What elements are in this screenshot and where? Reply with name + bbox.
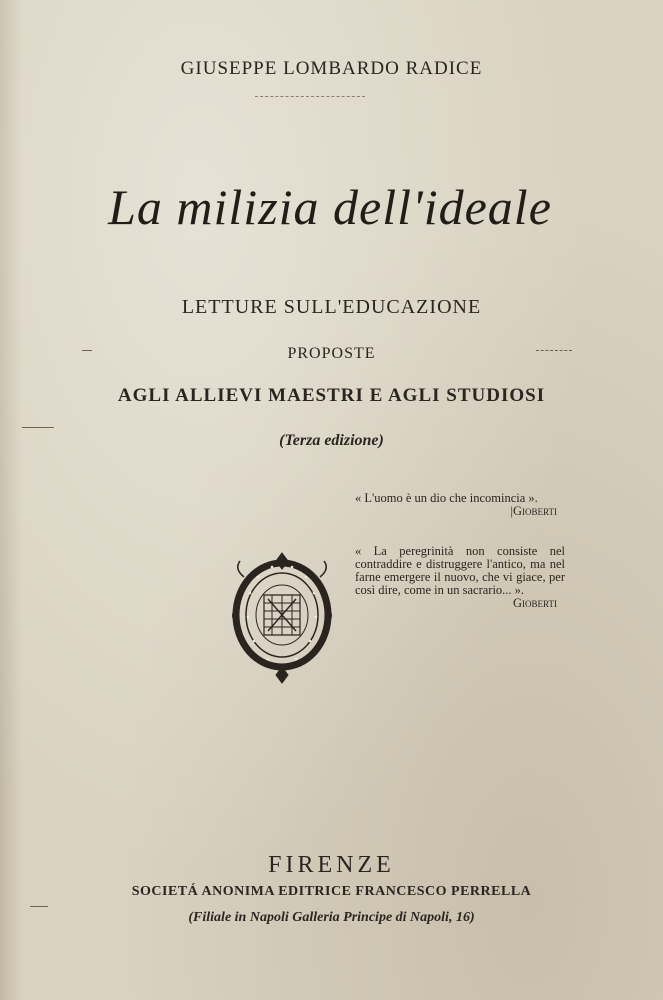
margin-mark (536, 350, 572, 351)
epigraph-quote-2-text: « La peregrinità non consiste nel contraddire e distruggere l'antico, ma nel farne emergere il nuovo, che vi giace, per così dire, come in un sacrario... ». (355, 544, 565, 597)
margin-mark (82, 350, 92, 351)
book-title: La milizia dell'ideale (108, 179, 552, 235)
epigraph-quote-1-author: |Gioberti (510, 504, 557, 518)
margin-mark (30, 906, 48, 907)
epigraph-quote-1 (355, 492, 565, 518)
epigraph-quote-2-author: Gioberti (513, 596, 557, 610)
audience-line: AGLI ALLIEVI MAESTRI E AGLI STUDIOSI (117, 385, 546, 406)
author-name: GIUSEPPE LOMBARDO RADICE (180, 58, 483, 79)
publisher-seal-icon (224, 547, 340, 687)
book-subtitle: LETTURE SULL'EDUCAZIONE (181, 296, 482, 318)
imprint-branch: (Filiale in Napoli Galleria Principe di Napoli, 16) (188, 910, 475, 925)
margin-mark (22, 427, 54, 428)
imprint-city: FIRENZE (268, 852, 395, 878)
proposte-label: PROPOSTE (287, 345, 376, 362)
imprint-publisher: SOCIETÁ ANONIMA EDITRICE FRANCESCO PERRELLA (131, 884, 532, 899)
author-rule (255, 96, 365, 97)
epigraph-quote-2 (355, 545, 565, 610)
edition-label: (Terza edizione) (279, 432, 384, 449)
epigraph-quote-1-text: « L'uomo è un dio che incomincia ». (355, 491, 538, 505)
